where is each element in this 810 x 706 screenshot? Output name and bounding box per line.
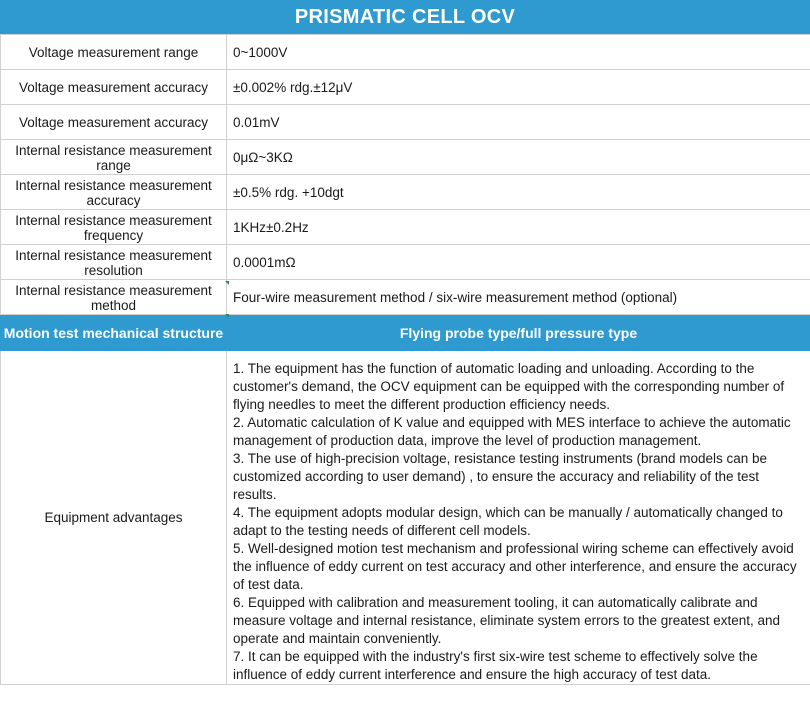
list-item: 4. The equipment adopts modular design, which can be manually / automatically changed to adapt to the testing needs of different cell models.	[233, 505, 783, 538]
spec-row-ir-accuracy	[1, 175, 810, 210]
spec-label: Voltage measurement range	[1, 35, 227, 70]
advantages-label: Equipment advantages	[1, 351, 227, 685]
spec-label-cell	[1, 210, 227, 245]
spec-row-voltage-accuracy-2	[1, 105, 810, 140]
spec-value: 0~1000V	[227, 35, 810, 70]
spec-label-cell	[1, 245, 227, 280]
page-title: PRISMATIC CELL OCV	[0, 0, 810, 34]
spec-row-voltage-accuracy	[1, 70, 810, 105]
spec-label-cell	[1, 140, 227, 175]
spec-label: Internal resistance measurement frequency	[15, 213, 212, 243]
spec-table	[0, 34, 810, 685]
spec-label: Internal resistance measurement method	[15, 283, 212, 313]
spec-label: Internal resistance measurement resolution	[15, 248, 212, 278]
spec-value: 0.01mV	[227, 105, 810, 140]
list-item: 3. The use of high-precision voltage, resistance testing instruments (brand models can be customized according to user demand) , to ensure the accuracy and reliability of the test results.	[233, 451, 768, 502]
list-item: 7. It can be equipped with the industry's first six-wire test scheme to effectively solve the influence of eddy current interference and ensure the high accuracy of test data.	[233, 649, 758, 682]
advantages-row	[1, 351, 810, 685]
spec-value: 0μΩ~3KΩ	[227, 140, 810, 175]
advantages-cell	[227, 351, 810, 685]
spec-row-ir-range	[1, 140, 810, 175]
spec-label-cell	[1, 280, 227, 315]
spec-label: Internal resistance measurement range	[15, 143, 212, 173]
spec-row-voltage-range	[1, 35, 810, 70]
spec-label: Voltage measurement accuracy	[1, 70, 227, 105]
cell-corner-marker	[225, 314, 229, 318]
advantages-list	[233, 360, 806, 684]
spec-label: Internal resistance measurement accuracy	[15, 178, 212, 208]
spec-label-cell	[1, 175, 227, 210]
list-item: 2. Automatic calculation of K value and equipped with MES interface to achieve the automatic management of production data, improve the level of production management.	[233, 415, 791, 448]
list-item: 1. The equipment has the function of automatic loading and unloading. According to the customer's demand, the OCV equipment can be equipped with the corresponding number of flying needles to meet the different production efficiency needs.	[233, 361, 785, 412]
spec-value: Four-wire measurement method / six-wire measurement method (optional)	[227, 280, 810, 315]
list-item: 5. Well-designed motion test mechanism and professional wiring scheme can effectively avoid the influence of eddy current on test accuracy and other interference, and ensure the accuracy of test data.	[233, 541, 797, 592]
spec-row-ir-frequency	[1, 210, 810, 245]
spec-row-ir-method	[1, 280, 810, 315]
section-header-row	[1, 315, 810, 351]
spec-value: 0.0001mΩ	[227, 245, 810, 280]
section-header-label: Motion test mechanical structure	[1, 315, 227, 351]
spec-value: ±0.002% rdg.±12μV	[227, 70, 810, 105]
spec-row-ir-resolution	[1, 245, 810, 280]
spec-label: Voltage measurement accuracy	[1, 105, 227, 140]
spec-value: 1KHz±0.2Hz	[227, 210, 810, 245]
cell-corner-marker	[225, 281, 229, 285]
section-header-value: Flying probe type/full pressure type	[227, 315, 810, 351]
list-item: 6. Equipped with calibration and measurement tooling, it can automatically calibrate and measure voltage and internal resistance, eliminate system errors to the greatest extent, and operate and maintain conveniently.	[233, 595, 781, 646]
spec-value: ±0.5% rdg. +10dgt	[227, 175, 810, 210]
